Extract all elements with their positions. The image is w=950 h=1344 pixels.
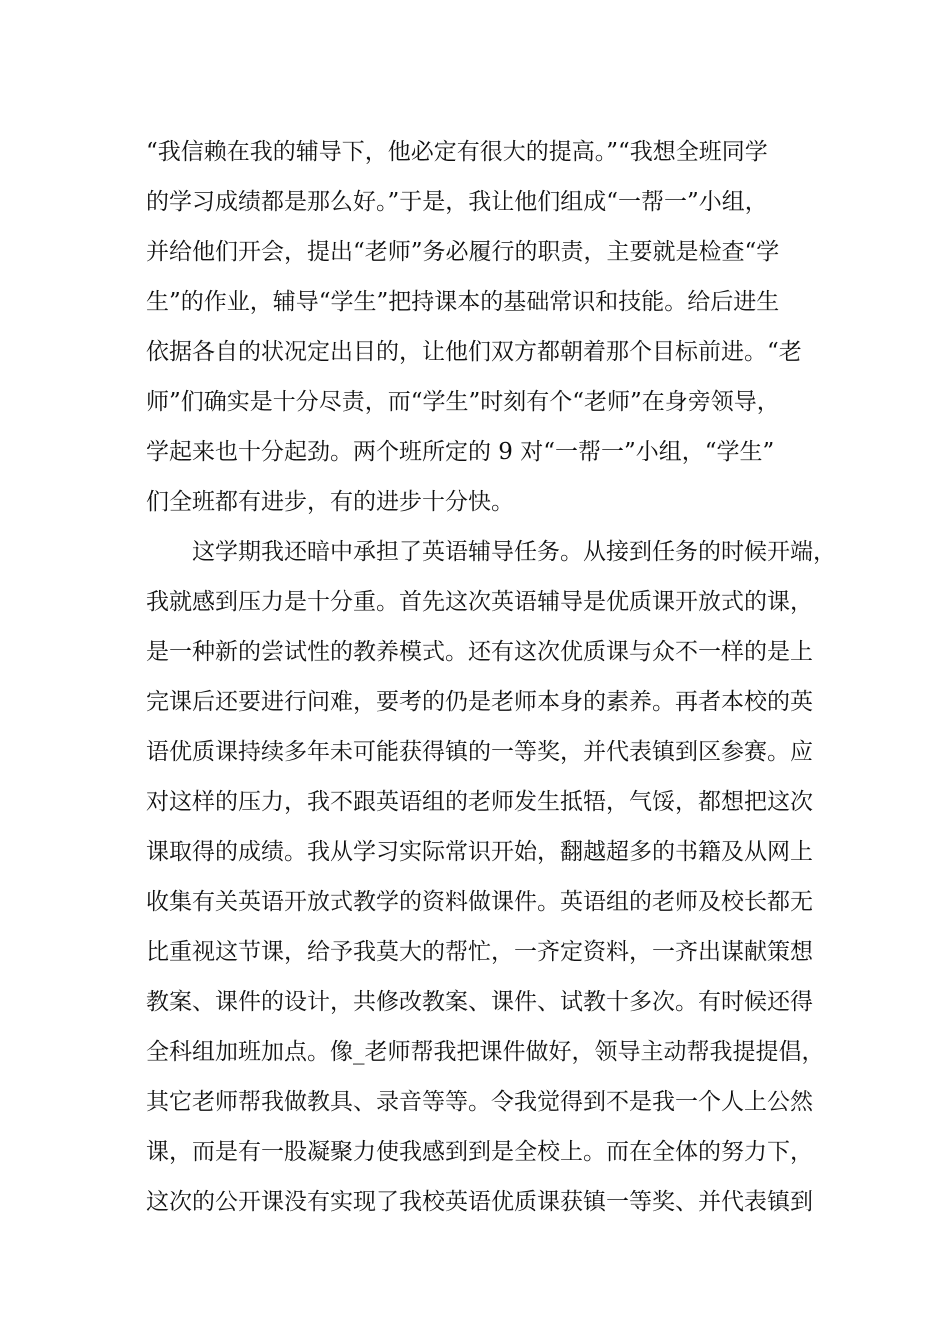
text-line: 对这样的压力，我不跟英语组的老师发生抵牾，气馁，都想把这次	[146, 789, 813, 815]
text-line: 学起来也十分起劲。两个班所定的 9 对“一帮一”小组，“学生”	[146, 439, 775, 465]
text-line: 课取得的成绩。我从学习实际常识开始，翻越超多的书籍及从网上	[146, 839, 813, 865]
text-line: 这次的公开课没有实现了我校英语优质课获镇一等奖、并代表镇到	[146, 1189, 813, 1215]
paragraph-start-line: 这学期我还暗中承担了英语辅导任务。从接到任务的时候开端，	[192, 539, 836, 565]
text-line: “我信赖在我的辅导下，他必定有很大的提高。”“我想全班同学	[146, 139, 768, 165]
text-line: 们全班都有进步，有的进步十分快。	[146, 489, 514, 515]
text-line: 师”们确实是十分尽责，而“学生”时刻有个“老师”在身旁领导，	[146, 389, 780, 415]
text-line: 的学习成绩都是那么好。”于是，我让他们组成“一帮一”小组，	[146, 189, 768, 215]
text-line: 生”的作业，辅导“学生”把持课本的基础常识和技能。给后进生	[146, 289, 780, 315]
text-line: 收集有关英语开放式教学的资料做课件。英语组的老师及校长都无	[146, 889, 813, 915]
text-line: 教案、课件的设计，共修改教案、课件、试教十多次。有时候还得	[146, 989, 813, 1015]
text-line: 我就感到压力是十分重。首先这次英语辅导是优质课开放式的课，	[146, 589, 813, 615]
text-line: 其它老师帮我做教具、录音等等。令我觉得到不是我一个人上公然	[146, 1089, 813, 1115]
text-line: 全科组加班加点。像_老师帮我把课件做好，领导主动帮我提提倡，	[146, 1039, 825, 1065]
text-line: 是一种新的尝试性的教养模式。还有这次优质课与众不一样的是上	[146, 639, 813, 665]
text-line: 并给他们开会，提出“老师”务必履行的职责，主要就是检查“学	[146, 239, 780, 265]
text-line: 完课后还要进行问难，要考的仍是老师本身的素养。再者本校的英	[146, 689, 813, 715]
text-line: 课，而是有一股凝聚力使我感到到是全校上。而在全体的努力下，	[146, 1139, 813, 1165]
text-line: 语优质课持续多年未可能获得镇的一等奖，并代表镇到区参赛。应	[146, 739, 813, 765]
text-line: 比重视这节课，给予我莫大的帮忙，一齐定资料，一齐出谋献策想	[146, 939, 813, 965]
text-line: 依据各自的状况定出目的，让他们双方都朝着那个目标前进。“老	[146, 339, 802, 365]
